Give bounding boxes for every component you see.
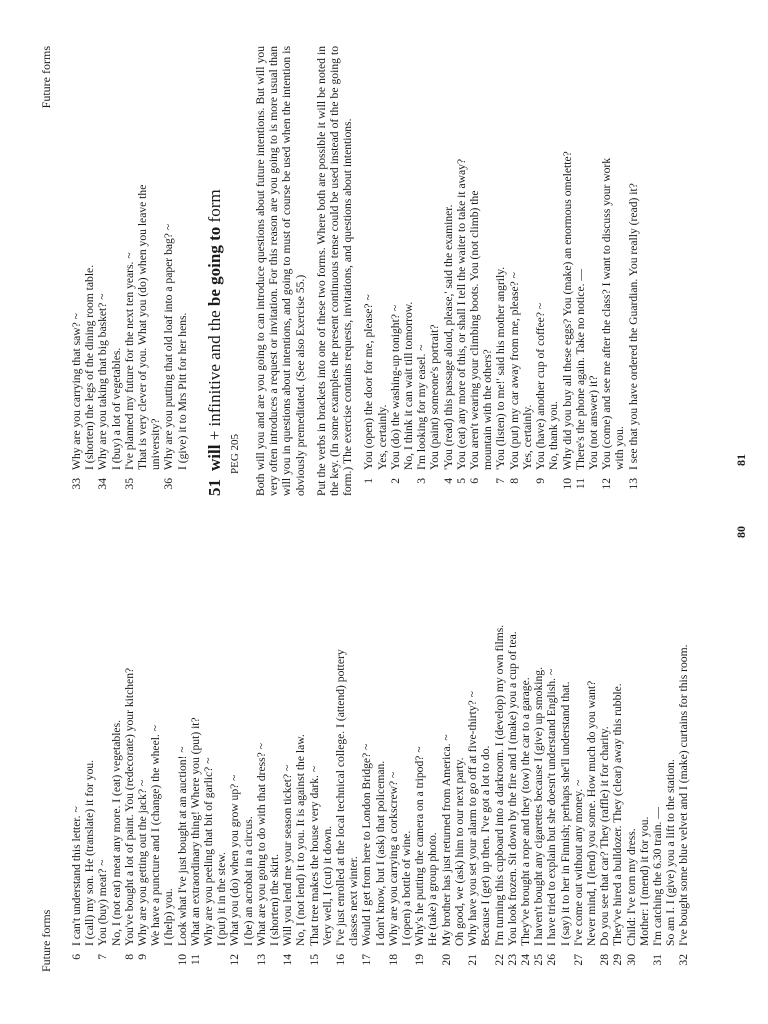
exercise-list bbox=[362, 46, 639, 496]
item-text-line: Oh good, we (ask) him to our next party. bbox=[452, 757, 466, 946]
item-text-line: You aren't wearing your climbing boots. You (not climb) the bbox=[468, 190, 482, 470]
item-text-line: That tree makes the house very dark. ~ bbox=[307, 765, 321, 946]
item-text-line: I'm looking for my easel. ~ bbox=[415, 344, 429, 470]
exercise-item bbox=[651, 522, 677, 972]
item-text-line: You (paint) someone's portrait? bbox=[428, 324, 442, 470]
item-text-line: They've brought a rope and they (tow) the car to a garage. bbox=[518, 677, 532, 946]
item-text-line: I (open) a bottle of wine. bbox=[400, 830, 414, 946]
item-number: 29 bbox=[611, 954, 625, 966]
item-number: 7 bbox=[494, 478, 508, 484]
section-heading bbox=[205, 46, 225, 496]
item-number: 35 bbox=[122, 478, 136, 490]
item-text-line: Mother: I (mend) it for you. bbox=[637, 816, 651, 946]
exercise-item bbox=[442, 46, 455, 496]
exercise-item bbox=[415, 46, 441, 496]
item-text-line: You (buy) meat? ~ bbox=[96, 859, 110, 946]
item-number: 36 bbox=[162, 478, 176, 490]
item-text-line: Yes, certainly. bbox=[520, 404, 534, 470]
exercise-item bbox=[360, 522, 386, 972]
item-text-line: No, I (not lend) it to you. It is against the law. bbox=[294, 734, 308, 946]
exercise-item bbox=[532, 522, 545, 972]
exercise-item bbox=[413, 522, 439, 972]
item-number: 28 bbox=[598, 954, 612, 966]
exercise-item bbox=[96, 522, 122, 972]
item-text-line: Will you lend me your season ticket? ~ bbox=[281, 764, 295, 946]
item-number: 11 bbox=[573, 478, 587, 490]
exercise-item bbox=[574, 46, 600, 496]
item-text-line: I (shorten) the skirt. bbox=[268, 853, 282, 946]
item-text-line: You (have) another cup of coffee? ~ bbox=[534, 302, 548, 470]
item-text-line: You (put) my car away from me, please? ~ bbox=[507, 272, 521, 470]
item-text-line: I've planned my future for the next ten years. ~ bbox=[122, 252, 136, 470]
item-number: 5 bbox=[454, 478, 468, 484]
item-text-line: Why have you set your alarm to go off at five-thirty? ~ bbox=[466, 691, 480, 946]
item-text-line: Would I get from here to London Bridge? ~ bbox=[360, 743, 374, 946]
item-number: 8 bbox=[122, 954, 136, 960]
item-text-line: There's the phone again. Take no notice. — bbox=[573, 269, 587, 470]
item-text-line: Very well, I (cut) it down. bbox=[320, 825, 334, 946]
item-text-line: I (shorten) the legs of the dining room table. bbox=[83, 264, 97, 470]
exercise-item bbox=[334, 522, 360, 972]
item-text-line: Why are you peeling that bit of garlic? ~ bbox=[202, 757, 216, 946]
item-text-line: I (put) it in the stew. bbox=[215, 852, 229, 946]
section-title-part: form bbox=[204, 189, 224, 227]
exercise-item bbox=[598, 522, 611, 972]
item-text-line: Do you see that car? They (raffle) it for charity. bbox=[598, 726, 612, 946]
exercise-item bbox=[561, 46, 574, 496]
item-text-line: You (open) the door for me, please? ~ bbox=[362, 294, 376, 470]
right-page bbox=[40, 46, 748, 496]
section-number: 51 bbox=[204, 479, 224, 496]
item-number: 3 bbox=[415, 478, 429, 484]
item-number: 12 bbox=[600, 478, 614, 490]
item-text-line: Never mind, I (lend) you some. How much do you want? bbox=[584, 680, 598, 946]
item-text-line: I (give) it to Mrs Pitt for her hens. bbox=[175, 312, 189, 470]
item-text-line: I (help) you. bbox=[162, 888, 176, 946]
item-number: 19 bbox=[413, 954, 427, 966]
item-text-line: Because I (get) up then. I've got a lot to do. bbox=[479, 745, 493, 946]
exercise-item bbox=[572, 522, 598, 972]
item-number: 4 bbox=[441, 478, 455, 484]
item-number: 9 bbox=[534, 478, 548, 484]
item-text-line: I haven't bought any cigarettes because I (give) up smoking. bbox=[532, 667, 546, 946]
item-number: 24 bbox=[518, 954, 532, 966]
item-text-line: Why's he putting the camera on a tripod? ~ bbox=[413, 746, 427, 946]
page-number: 80 bbox=[733, 526, 748, 538]
item-text-line: I (call) my son. He (translate) it for you. bbox=[83, 759, 97, 946]
item-text-line: Why are you carrying a corkscrew? ~ bbox=[386, 771, 400, 946]
item-text-line: Why are you putting that old loaf into a paper bag? ~ bbox=[162, 223, 176, 470]
grammar-reference: PEG 205 bbox=[228, 433, 241, 474]
item-number: 13 bbox=[254, 954, 268, 966]
exercise-item bbox=[70, 522, 96, 972]
exercise-item bbox=[468, 46, 494, 496]
item-text-line: You (eat) any more of this, or shall I tell the waiter to take it away? bbox=[454, 158, 468, 470]
exercise-item bbox=[508, 46, 534, 496]
section-title-part: be going to bbox=[204, 226, 224, 307]
exercise-item bbox=[362, 46, 388, 496]
instruction-paragraph: Put the verbs in brackets into one of these two forms. Where both are possible it will be noted in the key. (In some examples the present continuous tense could be used instead of the be going to form.) The exercise contains requests, invitations, and questions about intentions. bbox=[314, 46, 355, 496]
item-number: 6 bbox=[468, 478, 482, 484]
item-text-line: They've hired a bulldozer. They (clear) away this rubble. bbox=[611, 683, 625, 946]
item-number: 16 bbox=[334, 954, 348, 966]
item-text-line: I can't understand this letter. ~ bbox=[70, 806, 83, 946]
running-head: Future forms bbox=[39, 46, 53, 109]
exercise-item bbox=[627, 46, 640, 496]
item-number: 32 bbox=[677, 954, 691, 966]
item-text-line: You (come) and see me after the class? I want to discuss your work bbox=[600, 157, 614, 470]
item-number: 14 bbox=[281, 954, 295, 966]
exercise-item bbox=[255, 522, 281, 972]
item-number: 6 bbox=[70, 954, 83, 960]
exercise-item bbox=[308, 522, 334, 972]
exercise-list bbox=[70, 522, 691, 972]
exercise-item bbox=[493, 522, 506, 972]
exercise-item bbox=[228, 522, 254, 972]
item-text-line: I don't know, but I (ask) that policeman. bbox=[373, 760, 387, 946]
item-text-line: Why are you taking that big basket? ~ bbox=[96, 293, 110, 470]
item-text-line: You look frozen. Sit down by the fire and I (make) you a cup of tea. bbox=[505, 631, 519, 946]
item-text-line: What an extraordinary thing! Where you (put) it? bbox=[188, 717, 202, 946]
item-text-line: My brother has just returned from America. ~ bbox=[439, 734, 453, 946]
exercise-item bbox=[677, 522, 690, 972]
item-number: 31 bbox=[650, 954, 664, 966]
item-text-line: I (say) it to her in Finnish; perhaps she'll understand that. bbox=[558, 681, 572, 946]
item-number: 11 bbox=[188, 954, 202, 966]
item-number: 30 bbox=[624, 954, 638, 966]
item-text-line: I (buy) a lot of vegetables. bbox=[109, 347, 123, 470]
item-text-line: I'm turning this cupboard into a darkroom. I (develop) my own films. bbox=[492, 624, 506, 946]
item-number: 8 bbox=[507, 478, 521, 484]
exercise-item bbox=[176, 522, 189, 972]
item-text-line: You (not answer) it? bbox=[586, 375, 600, 470]
item-number: 33 bbox=[70, 478, 83, 490]
right-page-text bbox=[70, 46, 640, 496]
item-text-line: No, I think it can wait till tomorrow. bbox=[402, 301, 416, 470]
exercise-item bbox=[123, 46, 163, 496]
exercise-item bbox=[440, 522, 466, 972]
item-text-line: classes next winter. bbox=[347, 856, 361, 946]
item-number: 23 bbox=[505, 954, 519, 966]
item-text-line: 'You (listen) to me!' said his mother angrily. bbox=[494, 266, 508, 470]
exercise-item bbox=[625, 522, 651, 972]
exercise-item bbox=[96, 46, 122, 496]
item-text-line: I have tried to explain but she doesn't understand English. ~ bbox=[545, 668, 559, 946]
exercise-item bbox=[455, 46, 468, 496]
item-number: 26 bbox=[545, 954, 559, 966]
item-number: 10 bbox=[175, 954, 189, 966]
exercise-item bbox=[519, 522, 532, 972]
explanation-paragraph: Both will you and are you going to can introduce questions about future intentions. But will you very often introduces a request or invitation. For this reason are you going to is more usual than will you in questions about intentions, and going to must of course be used when the intention is obviously premeditated. (See also Exercise 55.) bbox=[254, 46, 307, 496]
item-text-line: Yes, certainly. bbox=[375, 404, 389, 470]
exercise-item bbox=[506, 522, 519, 972]
item-text-line: Why did you buy all these eggs? You (make) an enormous omelette? bbox=[560, 151, 574, 470]
item-text-line: You've bought a lot of paint. You (redecorate) your kitchen? bbox=[122, 667, 136, 946]
item-number: 13 bbox=[626, 478, 640, 490]
exercise-item bbox=[389, 46, 415, 496]
item-number: 15 bbox=[307, 954, 321, 966]
item-number: 10 bbox=[560, 478, 574, 490]
item-text-line: You (do) the washing-up tonight? ~ bbox=[388, 304, 402, 470]
item-number: 1 bbox=[362, 478, 376, 484]
running-head: Future forms bbox=[39, 909, 53, 972]
item-text-line: Look what I've just bought at an auction! ~ bbox=[175, 746, 189, 946]
item-text-line: What are you going to do with that dress? ~ bbox=[254, 743, 268, 946]
item-text-line: Why are you carrying that saw? ~ bbox=[70, 313, 83, 470]
exercise-item bbox=[123, 522, 136, 972]
exercise-item bbox=[387, 522, 413, 972]
exercise-item bbox=[466, 522, 492, 972]
item-number: 20 bbox=[439, 954, 453, 966]
exercise-item bbox=[494, 46, 507, 496]
item-number: 9 bbox=[136, 954, 150, 960]
item-number: 22 bbox=[492, 954, 506, 966]
item-text-line: I see that you have ordered the Guardian. You really (read) it? bbox=[626, 183, 640, 470]
item-text-line: university? bbox=[149, 418, 163, 470]
exercise-item bbox=[600, 46, 626, 496]
section-title-part: + infinitive and the bbox=[204, 306, 224, 445]
item-text-line: What you (do) when you grow up? ~ bbox=[228, 774, 242, 946]
item-text-line: We have a puncture and I (change) the wheel. ~ bbox=[149, 724, 163, 946]
item-text-line: No, I (not eat) meat any more. I (eat) vegetables. bbox=[109, 720, 123, 946]
item-text-line: with you. bbox=[613, 426, 627, 470]
item-text-line: That is very clever of you. What you (do) when you leave the bbox=[136, 184, 150, 470]
item-text-line: I've just enrolled at the local technical college. I (attend) pottery bbox=[334, 649, 348, 946]
item-number: 7 bbox=[96, 954, 110, 960]
item-text-line: I (be) an acrobat in a circus. bbox=[241, 816, 255, 946]
exercise-item bbox=[545, 522, 571, 972]
exercise-item bbox=[534, 46, 560, 496]
exercise-list-continued bbox=[70, 46, 189, 496]
item-number: 12 bbox=[228, 954, 242, 966]
item-text-line: So am I. I (give) you a lift to the station. bbox=[664, 759, 678, 946]
exercise-item bbox=[611, 522, 624, 972]
item-number: 18 bbox=[386, 954, 400, 966]
item-text-line: mountain with the others? bbox=[481, 349, 495, 470]
item-number: 21 bbox=[466, 954, 480, 966]
item-text-line: 'You (read) this passage aloud, please,' said the examiner. bbox=[441, 204, 455, 470]
item-number: 34 bbox=[96, 478, 110, 490]
page-number: 81 bbox=[733, 454, 748, 466]
item-text-line: He (take) a group photo. bbox=[426, 832, 440, 946]
item-text-line: Why are you getting out the jack? ~ bbox=[136, 779, 150, 946]
exercise-item bbox=[70, 46, 96, 496]
exercise-item bbox=[281, 522, 307, 972]
item-text-line: I'm catching the 6.30 train. — bbox=[650, 807, 664, 946]
item-number: 27 bbox=[571, 954, 585, 966]
item-text-line: Child: I've torn my dress. bbox=[624, 828, 638, 946]
left-page bbox=[40, 522, 748, 972]
item-number: 25 bbox=[532, 954, 546, 966]
item-number: 2 bbox=[388, 478, 402, 484]
item-text-line: I've bought some blue velvet and I (make) curtains for this room. bbox=[677, 644, 691, 946]
exercise-item bbox=[189, 522, 229, 972]
exercise-item bbox=[136, 522, 176, 972]
section-title-part: will bbox=[204, 444, 224, 471]
item-text-line: No, thank you. bbox=[547, 401, 561, 470]
exercise-item bbox=[162, 46, 188, 496]
item-number: 17 bbox=[360, 954, 374, 966]
item-text-line: I've come out without any money. ~ bbox=[571, 779, 585, 946]
